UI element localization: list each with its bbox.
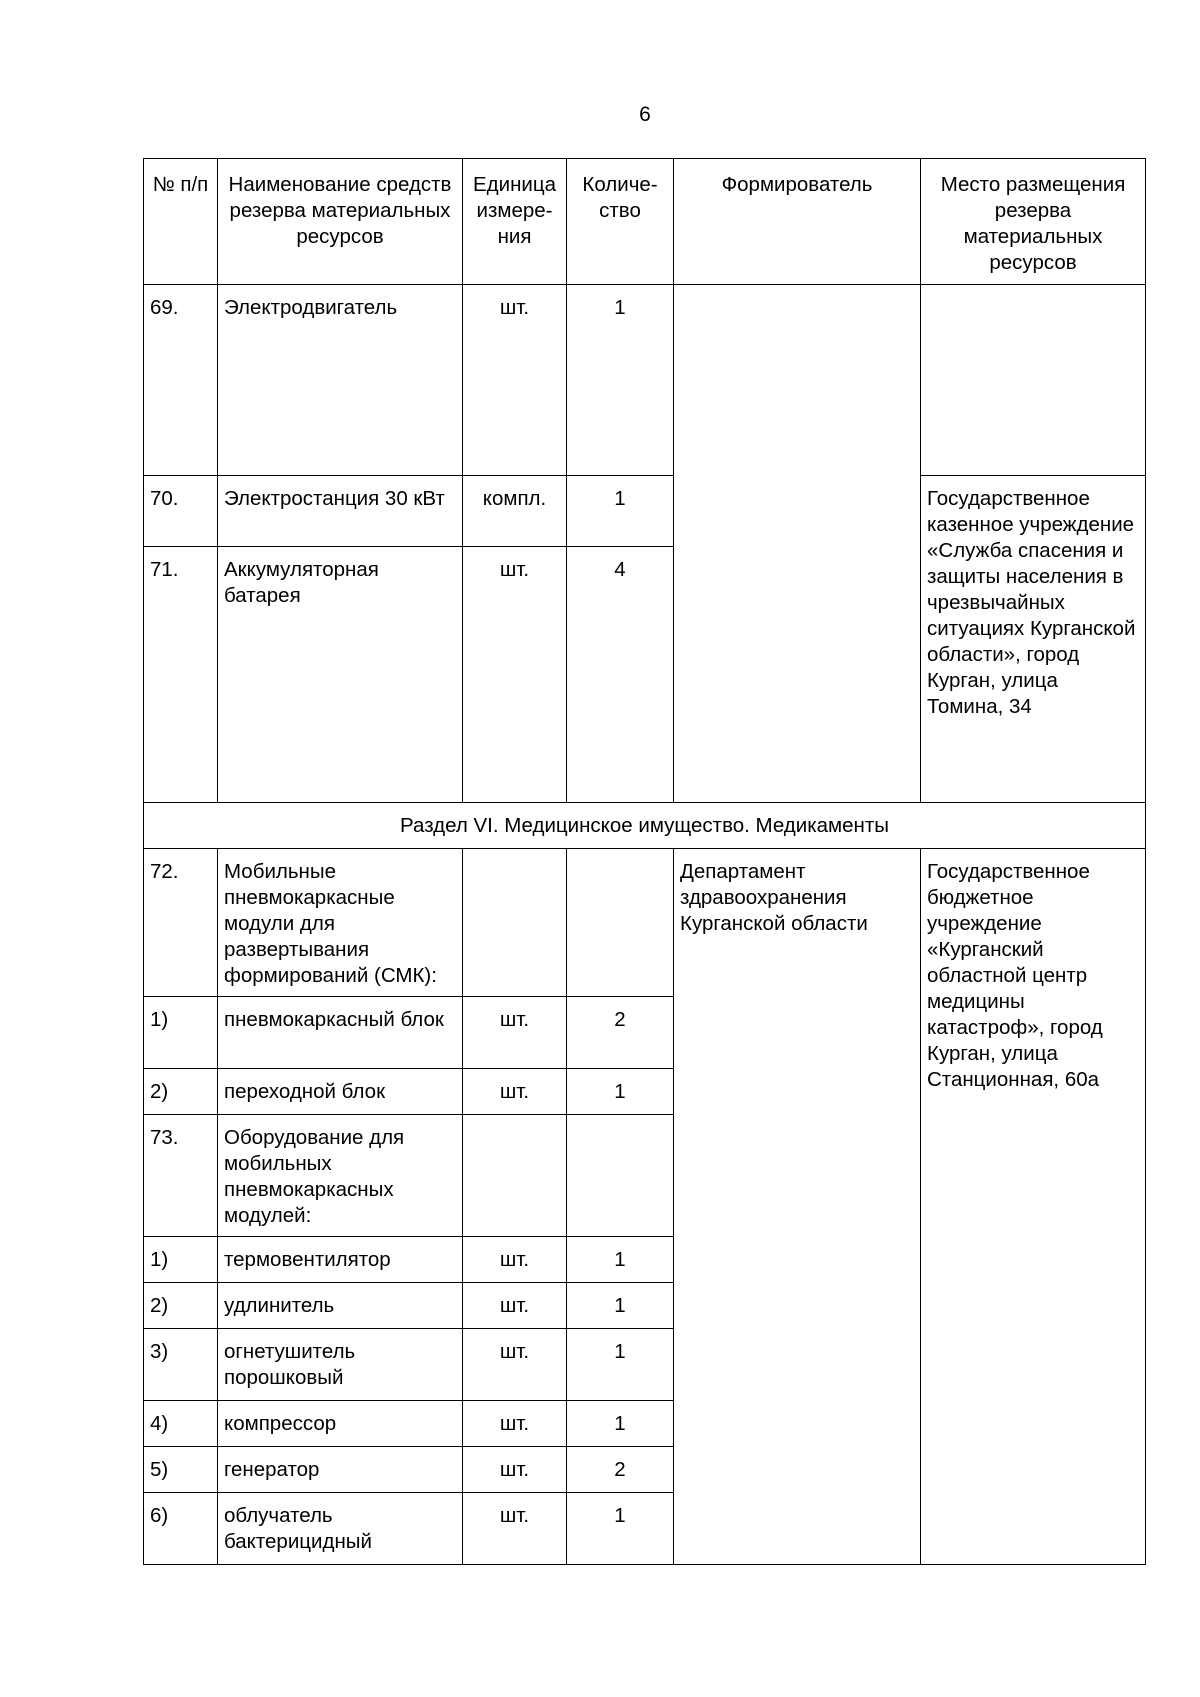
- row-unit: шт.: [463, 547, 567, 803]
- row-num: 2): [144, 1283, 218, 1329]
- row-name: Мобильные пневмокаркасные модули для развертывания формирований (СМК):: [218, 849, 463, 997]
- header-name: Наименование средств резерва материальных ресурсов: [218, 159, 463, 285]
- row-name: Оборудование для мобильных пневмокаркасных модулей:: [218, 1115, 463, 1237]
- place-cell-rescue-service: Государственное казенное учреждение «Служба спасения и защиты населения в чрезвычайных ситуациях Курганской области», город Курган, улица Томина, 34: [921, 476, 1146, 803]
- header-num: № п/п: [144, 159, 218, 285]
- row-num: 1): [144, 1237, 218, 1283]
- row-unit: шт.: [463, 1493, 567, 1565]
- row-name: удлинитель: [218, 1283, 463, 1329]
- header-place: Место размещения резерва материальных ресурсов: [921, 159, 1146, 285]
- row-name: Электростанция 30 кВт: [218, 476, 463, 547]
- row-unit: шт.: [463, 1447, 567, 1493]
- row-name: Аккумуляторная батарея: [218, 547, 463, 803]
- row-name: облучатель бактерицидный: [218, 1493, 463, 1565]
- place-cell-empty: [921, 285, 1146, 476]
- section-title: Раздел VI. Медицинское имущество. Медикаменты: [144, 803, 1146, 849]
- row-num: 4): [144, 1401, 218, 1447]
- row-num: 72.: [144, 849, 218, 997]
- row-unit: [463, 1115, 567, 1237]
- header-former: Формирователь: [674, 159, 921, 285]
- header-unit: Единица измере-ния: [463, 159, 567, 285]
- row-name: переходной блок: [218, 1069, 463, 1115]
- table-row: [144, 476, 1146, 547]
- row-qty: 1: [567, 1237, 674, 1283]
- former-cell-empty: [674, 285, 921, 803]
- row-qty: 4: [567, 547, 674, 803]
- row-qty: 1: [567, 1329, 674, 1401]
- section-row: [144, 803, 1146, 849]
- table-row: [144, 285, 1146, 476]
- former-cell-health-dept: Департамент здравоохранения Курганской области: [674, 849, 921, 1565]
- row-num: 5): [144, 1447, 218, 1493]
- row-name: генератор: [218, 1447, 463, 1493]
- row-num: 2): [144, 1069, 218, 1115]
- row-unit: шт.: [463, 1401, 567, 1447]
- row-qty: 2: [567, 997, 674, 1069]
- row-qty: 1: [567, 285, 674, 476]
- row-qty: [567, 1115, 674, 1237]
- reserve-table: [143, 158, 1146, 1565]
- row-unit: шт.: [463, 1069, 567, 1115]
- table-row: [144, 849, 1146, 997]
- row-num: 69.: [144, 285, 218, 476]
- row-name: Электродвигатель: [218, 285, 463, 476]
- row-num: 71.: [144, 547, 218, 803]
- table-header-row: [144, 159, 1146, 285]
- row-unit: шт.: [463, 285, 567, 476]
- row-num: 6): [144, 1493, 218, 1565]
- row-qty: 1: [567, 1069, 674, 1115]
- row-unit: шт.: [463, 1283, 567, 1329]
- row-qty: 1: [567, 476, 674, 547]
- header-qty: Количе-ство: [567, 159, 674, 285]
- row-qty: 1: [567, 1493, 674, 1565]
- row-qty: 1: [567, 1283, 674, 1329]
- page-number: 6: [639, 103, 651, 126]
- place-cell-disaster-center: Государственное бюджетное учреждение «Курганский областной центр медицины катастроф», город Курган, улица Станционная, 60а: [921, 849, 1146, 1565]
- row-qty: 1: [567, 1401, 674, 1447]
- row-unit: компл.: [463, 476, 567, 547]
- row-qty: 2: [567, 1447, 674, 1493]
- row-num: 1): [144, 997, 218, 1069]
- row-name: термовентилятор: [218, 1237, 463, 1283]
- row-name: компрессор: [218, 1401, 463, 1447]
- row-name: пневмокаркасный блок: [218, 997, 463, 1069]
- row-num: 3): [144, 1329, 218, 1401]
- row-qty: [567, 849, 674, 997]
- row-num: 73.: [144, 1115, 218, 1237]
- row-unit: шт.: [463, 997, 567, 1069]
- row-unit: шт.: [463, 1237, 567, 1283]
- row-unit: [463, 849, 567, 997]
- row-num: 70.: [144, 476, 218, 547]
- row-name: огнетушитель порошковый: [218, 1329, 463, 1401]
- row-unit: шт.: [463, 1329, 567, 1401]
